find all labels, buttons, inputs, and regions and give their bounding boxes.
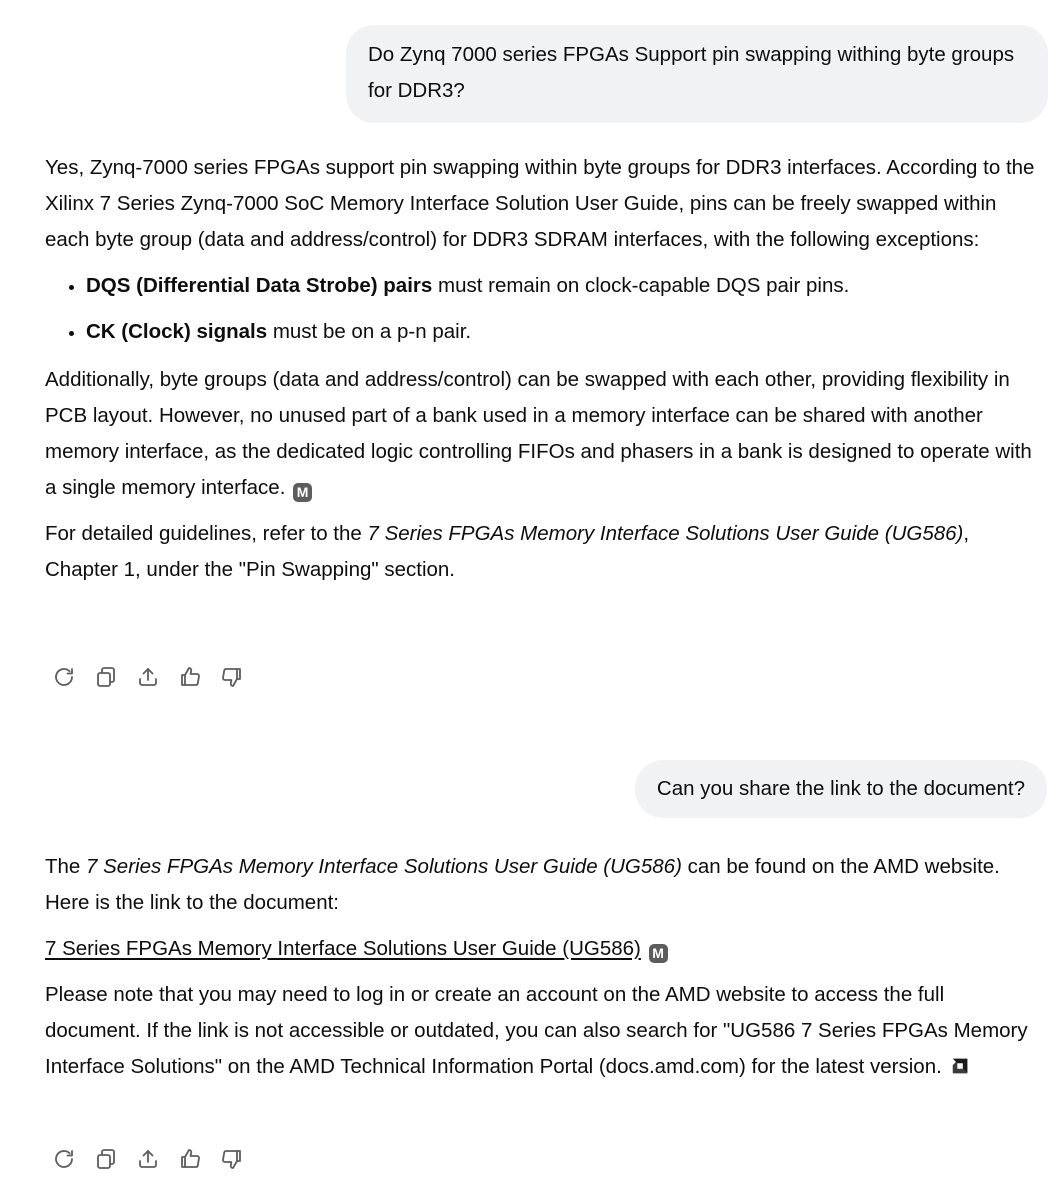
assistant-response (45, 150, 1045, 588)
document-link[interactable]: 7 Series FPGAs Memory Interface Solutions User Guide (UG586) (45, 937, 641, 960)
refresh-icon (52, 1147, 76, 1171)
amd-logo-icon[interactable] (950, 1055, 972, 1077)
user-message-bubble (346, 25, 1048, 123)
thumbs-up-icon (178, 665, 202, 689)
share-icon (136, 1147, 160, 1171)
share-button[interactable] (136, 664, 160, 690)
dislike-button[interactable] (220, 664, 244, 690)
answer-text: , Chapter 1, under the "Pin Swapping" section. (45, 522, 970, 581)
message-action-bar (52, 664, 244, 690)
user-message-text: Can you share the link to the document? (656, 777, 1025, 800)
regenerate-button[interactable] (52, 1146, 76, 1172)
thumbs-down-icon (220, 665, 244, 689)
answer-text: can be found on the AMD website. Here is the link to the document: (45, 855, 1000, 914)
answer-paragraph (45, 362, 1045, 506)
amd-logo-glyph (950, 1055, 972, 1077)
source-citation-icon[interactable]: M (293, 483, 312, 502)
like-button[interactable] (178, 1146, 202, 1172)
list-item (86, 314, 1045, 350)
answer-text: For detailed guidelines, refer to the (45, 522, 368, 545)
user-message-text: Do Zynq 7000 series FPGAs Support pin swapping withing byte groups for DDR3? (368, 43, 1015, 102)
regenerate-button[interactable] (52, 664, 76, 690)
list-item (86, 268, 1045, 304)
refresh-icon (52, 665, 76, 689)
list-item-bold: CK (Clock) signals (86, 320, 268, 343)
answer-paragraph (45, 931, 1045, 967)
answer-text: Please note that you may need to log in or create an account on the AMD website to access the full document. If the link is not accessible or outdated, you can also search for "UG586 7 Series FPGAs Memory Interface Solutions" on the AMD Technical Information Portal (docs.amd.com) for the latest version. (45, 983, 1028, 1078)
dislike-button[interactable] (220, 1146, 244, 1172)
like-button[interactable] (178, 664, 202, 690)
source-citation-icon[interactable]: M (649, 944, 668, 963)
list-item-text: must remain on clock-capable DQS pair pins. (432, 274, 850, 297)
copy-icon (94, 1147, 118, 1171)
document-title: 7 Series FPGAs Memory Interface Solutions User Guide (UG586) (367, 522, 964, 545)
list-item-bold: DQS (Differential Data Strobe) pairs (86, 274, 433, 297)
answer-paragraph: Yes, Zynq-7000 series FPGAs support pin swapping within byte groups for DDR3 interfaces. According to the Xilinx 7 Series Zynq-7000 SoC Memory Interface Solution User Guide, pins can be freely swapped within each byte group (data and address/control) for DDR3 SDRAM interfaces, with the following exceptions: (45, 156, 1035, 251)
copy-button[interactable] (94, 664, 118, 690)
answer-paragraph (45, 849, 1045, 921)
document-title: 7 Series FPGAs Memory Interface Solutions User Guide (UG586) (86, 855, 682, 878)
share-button[interactable] (136, 1146, 160, 1172)
thumbs-up-icon (178, 1147, 202, 1171)
list-item-text: must be on a p-n pair. (267, 320, 472, 343)
copy-button[interactable] (94, 1146, 118, 1172)
answer-paragraph (45, 516, 1045, 588)
answer-text: The (45, 855, 87, 878)
share-icon (136, 665, 160, 689)
assistant-response (45, 849, 1045, 1085)
answer-paragraph (45, 977, 1045, 1085)
answer-paragraph-text: Additionally, byte groups (data and address/control) can be swapped with each other, providing flexibility in PCB layout. However, no unused part of a bank used in a memory interface can be shared with another memory interface, as the dedicated logic controlling FIFOs and phasers in a bank is designed to operate with a single memory interface. (45, 368, 1032, 499)
copy-icon (94, 665, 118, 689)
exceptions-list (45, 268, 1045, 350)
thumbs-down-icon (220, 1147, 244, 1171)
message-action-bar (52, 1146, 244, 1172)
user-message-bubble (635, 760, 1047, 818)
